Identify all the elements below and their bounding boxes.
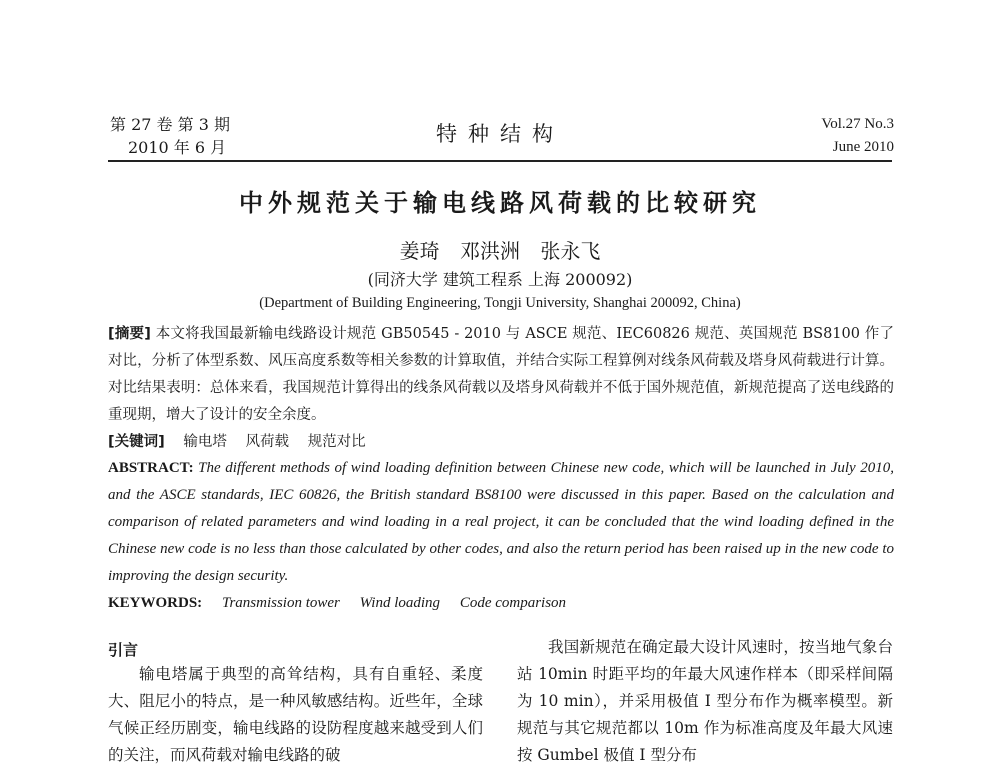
abstract-cn-text: 本文将我国最新输电线路设计规范 GB50545 - 2010 与 ASCE 规范、IEC60826 规范、英国规范 BS8100 作了对比，分析了体型系数、风压高度系数等相关参数的计算取值，并结合实际工程算例对线条风荷载及塔身风荷载进行计算。对比结果表明：总体来看，我国规范计算得出的线条风荷载以及塔身风荷载并不低于国外规范值，新规范提高了送电线路的重现期，增大了设计的安全余度。 bbox=[108, 326, 894, 423]
body-paragraph: 输电塔属于典型的高耸结构，具有自重轻、柔度大、阻尼小的特点，是一种风敏感结构。近些年，全球气候正经历剧变，输电线路的设防程度越来越受到人们的关注，而风荷载对输电线路的破 bbox=[108, 665, 483, 764]
header-volume-issue-en: Vol.27 No.3 bbox=[821, 116, 894, 132]
body-column-left bbox=[108, 661, 483, 769]
abstract-cn bbox=[108, 321, 894, 429]
body-column-right bbox=[517, 634, 893, 769]
keywords-en-label: KEYWORDS: bbox=[108, 595, 203, 611]
keywords-cn-label: [关键词] bbox=[108, 434, 165, 450]
affiliation-cn: (同济大学 建筑工程系 上海 200092) bbox=[367, 270, 633, 289]
keyword-en: Transmission tower bbox=[221, 595, 340, 611]
header-rule bbox=[108, 160, 892, 162]
keywords-cn bbox=[108, 430, 894, 451]
section-heading-introduction: 引言 bbox=[108, 641, 139, 659]
keyword-cn: 规范对比 bbox=[307, 434, 366, 450]
header-volume-block-en bbox=[821, 113, 894, 159]
keyword-en: Code comparison bbox=[459, 595, 567, 611]
keyword-cn: 风荷载 bbox=[245, 434, 289, 450]
abstract-en-label: ABSTRACT: bbox=[108, 460, 194, 476]
keyword-cn: 输电塔 bbox=[183, 434, 227, 450]
header-volume-issue: 第 27 卷 第 3 期 bbox=[110, 115, 230, 134]
journal-name: 特种结构 bbox=[436, 122, 564, 146]
header-date-en: June 2010 bbox=[832, 139, 894, 155]
abstract-en bbox=[108, 455, 894, 590]
abstract-cn-label: [摘要] bbox=[108, 326, 151, 342]
abstract-en-text: The different methods of wind loading definition between Chinese new code, which will be launched in July 2010, and the ASCE standards, IEC 60826, the British standard BS8100 were discussed in this paper. Based on the calculation and comparison of related parameters and wind loading in a real project, it can be concluded that the wind loading defined in the Chinese new code is no less than those calculated by other codes, and also the return period has been raised up in the new code to improving the design security. bbox=[108, 460, 895, 584]
header-date-cn: 2010 年 6 月 bbox=[128, 138, 227, 157]
authors: 姜琦 邓洪洲 张永飞 bbox=[399, 239, 601, 263]
affiliation-en: (Department of Building Engineering, Tongji University, Shanghai 200092, China) bbox=[259, 295, 741, 311]
keyword-en: Wind loading bbox=[359, 595, 441, 611]
body-paragraph: 我国新规范在确定最大设计风速时，按当地气象台站 10min 时距平均的年最大风速作样本（即采样间隔为 10 min），并采用极值 I 型分布作为概率模型。新规范与其它规范都以 10m 作为标准高度及年最大风速按 Gumbel 极值 I 型分布 bbox=[517, 638, 893, 764]
keywords-en bbox=[108, 595, 894, 612]
paper-title: 中外规范关于输电线路风荷载的比较研究 bbox=[239, 189, 761, 217]
